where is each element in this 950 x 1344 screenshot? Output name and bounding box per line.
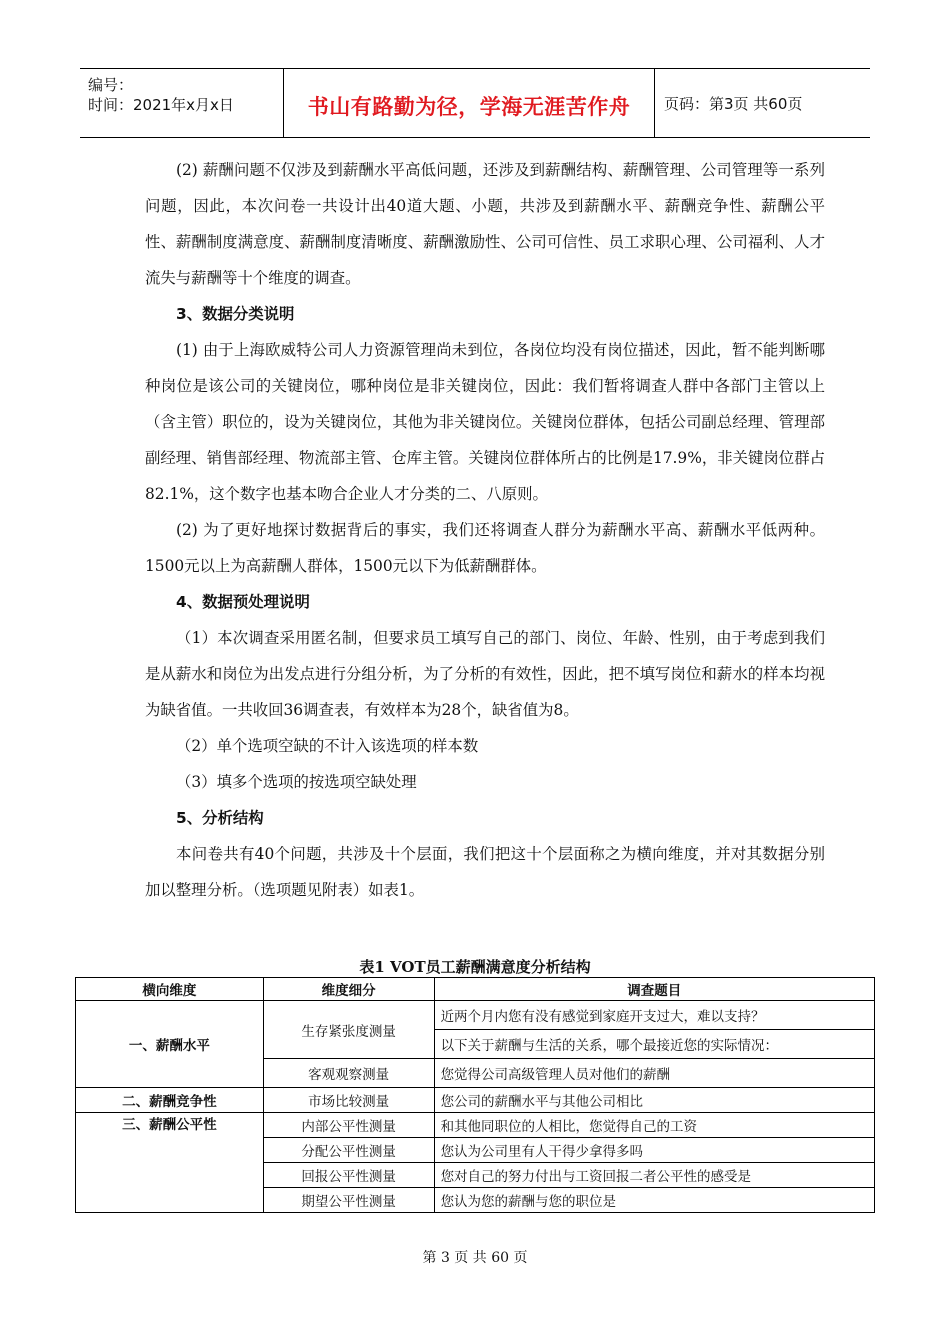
header-meta bbox=[88, 75, 288, 115]
subdimension-cell: 内部公平性测量 bbox=[263, 1113, 434, 1138]
table-row bbox=[76, 1001, 875, 1030]
column-header: 调查题目 bbox=[434, 978, 874, 1001]
subdimension-cell: 生存紧张度测量 bbox=[263, 1001, 434, 1059]
dimension-cell: 二、薪酬竞争性 bbox=[76, 1088, 264, 1113]
paragraph: （3）填多个选项的按选项空缺处理 bbox=[176, 773, 417, 791]
paragraph: (1) 由于上海欧威特公司人力资源管理尚未到位，各岗位均没有岗位描述，因此，暂不能判断哪种岗位是该公司的关键岗位，哪种岗位是非关键岗位，因此：我们暂将调查人群中各部门主管以上（含主管）职位的，设为关键岗位，其他为非关键岗位。关键岗位群体，包括公司副总经理、管理部副经理、销售部经理、物流部主管、仓库主管。关键岗位群体所占的比例是17.9%，非关键岗位群占82.1%，这个数字也基本吻合企业人才分类的二、八原则。 bbox=[145, 341, 825, 503]
subdimension-cell: 回报公平性测量 bbox=[263, 1163, 434, 1188]
paragraph: (2) 薪酬问题不仅涉及到薪酬水平高低问题，还涉及到薪酬结构、薪酬管理、公司管理等一系列问题，因此，本次问卷一共设计出40道大题、小题，共涉及到薪酬水平、薪酬竞争性、薪酬公平性、薪酬制度满意度、薪酬制度清晰度、薪酬激励性、公司可信性、员工求职心理、公司福利、人才流失与薪酬等十个维度的调查。 bbox=[145, 161, 825, 287]
analysis-structure-table bbox=[75, 977, 875, 1213]
paragraph: （2）单个选项空缺的不计入该选项的样本数 bbox=[176, 737, 479, 755]
dimension-cell: 三、薪酬公平性 bbox=[76, 1113, 264, 1213]
question-cell: 您认为您的薪酬与您的职位是 bbox=[434, 1188, 874, 1213]
subdimension-cell: 客观观察测量 bbox=[263, 1059, 434, 1088]
question-cell: 您公司的薪酬水平与其他公司相比 bbox=[434, 1088, 874, 1113]
header-motto: 书山有路勤为径，学海无涯苦作舟 bbox=[307, 95, 631, 119]
paragraph: 本问卷共有40个问题，共涉及十个层面，我们把这十个层面称之为横向维度，并对其数据分别加以整理分析。（选项题见附表）如表1。 bbox=[145, 845, 825, 899]
question-cell: 您觉得公司高级管理人员对他们的薪酬 bbox=[434, 1059, 874, 1088]
paragraph: (2) 为了更好地探讨数据背后的事实，我们还将调查人群分为薪酬水平高、薪酬水平低两种。1500元以上为高薪酬人群体，1500元以下为低薪酬群体。 bbox=[145, 521, 825, 575]
column-header: 横向维度 bbox=[76, 978, 264, 1001]
column-header: 维度细分 bbox=[263, 978, 434, 1001]
question-cell: 以下关于薪酬与生活的关系，哪个最接近您的实际情况： bbox=[434, 1030, 874, 1059]
section-heading: 4、数据预处理说明 bbox=[176, 593, 310, 611]
header-divider bbox=[654, 69, 655, 137]
question-cell: 您认为公司里有人干得少拿得多吗 bbox=[434, 1138, 874, 1163]
subdimension-cell: 分配公平性测量 bbox=[263, 1138, 434, 1163]
header-page-info: 页码：第3页 共60页 bbox=[664, 95, 803, 113]
paragraph: （1）本次调查采用匿名制，但要求员工填写自己的部门、岗位、年龄、性别，由于考虑到我们是从薪水和岗位为出发点进行分组分析，为了分析的有效性，因此，把不填写岗位和薪水的样本均视为缺省值。一共收回36调查表，有效样本为28个，缺省值为8。 bbox=[145, 629, 825, 719]
section-heading: 3、数据分类说明 bbox=[176, 305, 295, 323]
section-heading: 5、分析结构 bbox=[176, 809, 264, 827]
question-cell: 和其他同职位的人相比，您觉得自己的工资 bbox=[434, 1113, 874, 1138]
table-row bbox=[76, 1113, 875, 1138]
dimension-cell: 一、薪酬水平 bbox=[76, 1001, 264, 1088]
question-cell: 近两个月内您有没有感觉到家庭开支过大，难以支持？ bbox=[434, 1001, 874, 1030]
table-row bbox=[76, 1088, 875, 1113]
page-header bbox=[80, 68, 870, 138]
body-text bbox=[145, 152, 825, 908]
table-caption: 表1 VOT员工薪酬满意度分析结构 bbox=[359, 958, 591, 976]
subdimension-cell: 市场比较测量 bbox=[263, 1088, 434, 1113]
table-header-row bbox=[76, 978, 875, 1001]
number-label: 编号： bbox=[88, 76, 134, 94]
question-cell: 您对自己的努力付出与工资回报二者公平性的感受是 bbox=[434, 1163, 874, 1188]
page-footer: 第 3 页 共 60 页 bbox=[422, 1250, 528, 1266]
date-label: 时间：2021年x月x日 bbox=[88, 96, 234, 114]
subdimension-cell: 期望公平性测量 bbox=[263, 1188, 434, 1213]
